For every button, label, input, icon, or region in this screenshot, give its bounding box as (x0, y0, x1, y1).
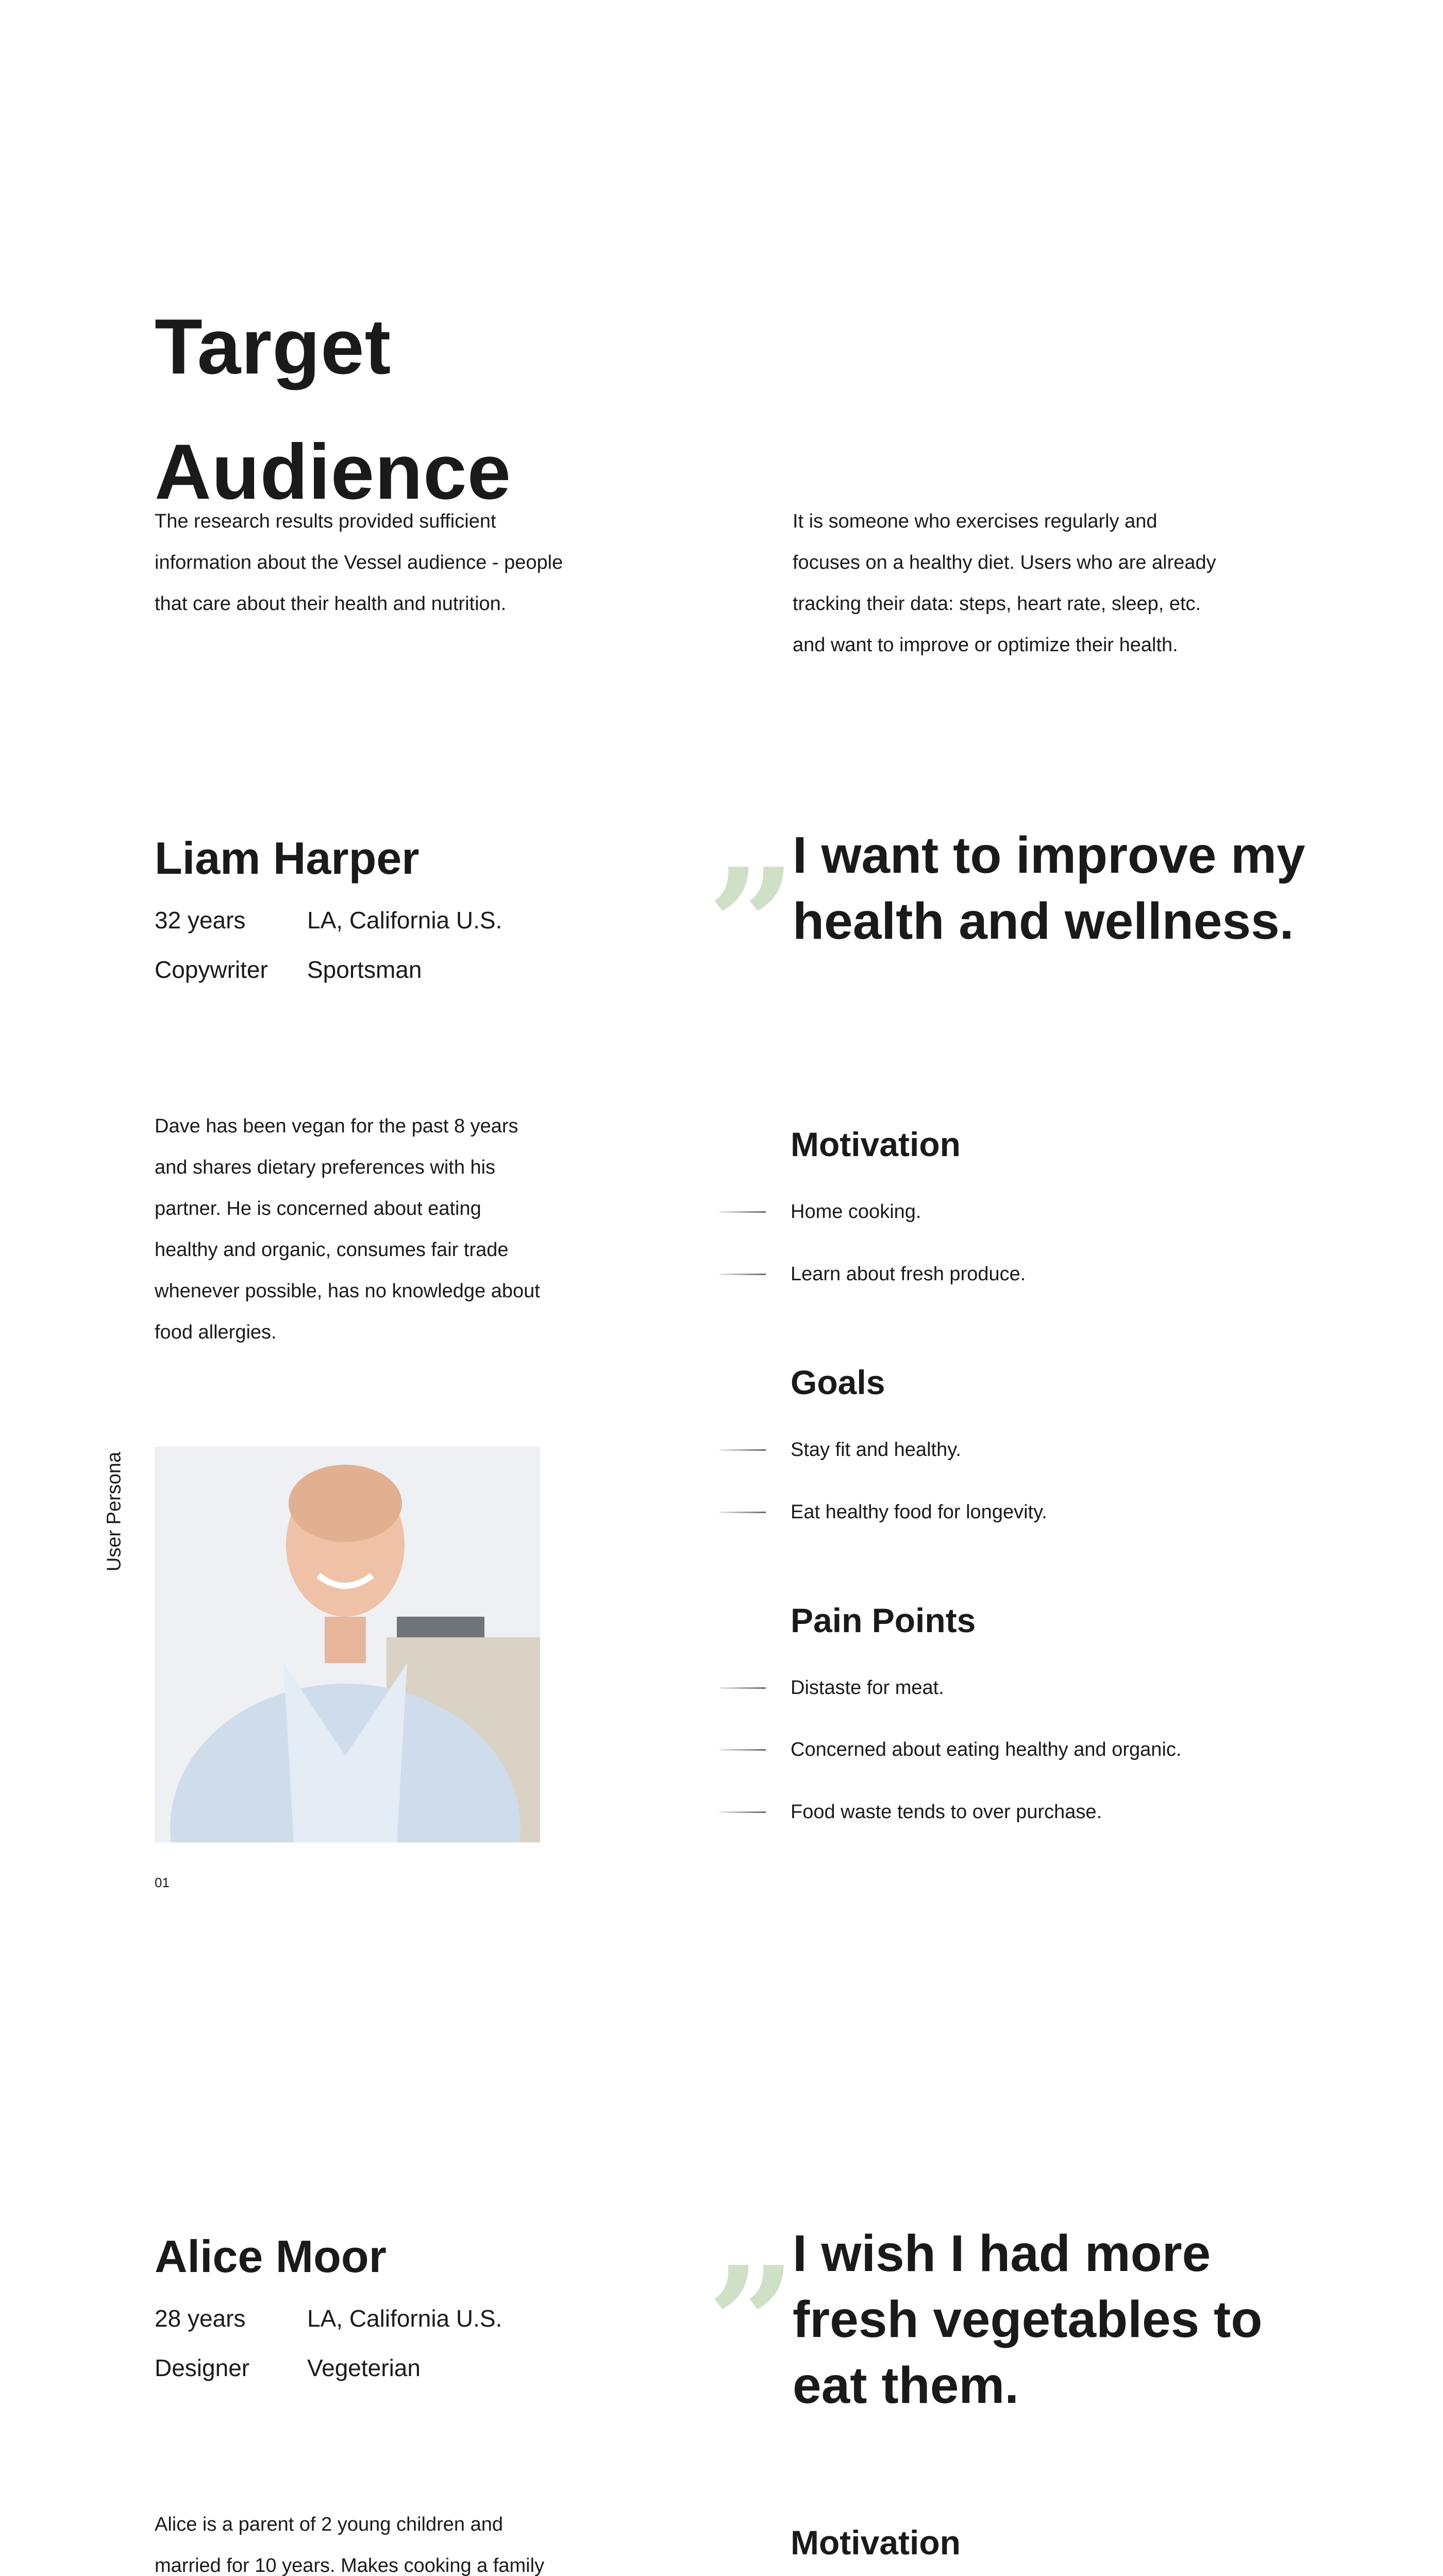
persona-hobby: Sportsman (307, 956, 422, 983)
persona-number: 01 (155, 1875, 170, 1890)
pain-item: Distaste for meat. (719, 1672, 944, 1703)
dash-icon (719, 1211, 766, 1213)
goals-item: Eat healthy food for longevity. (719, 1497, 1047, 1528)
page-title (155, 284, 526, 535)
dash-icon (719, 1811, 766, 1813)
quote-icon: ” (707, 2232, 796, 2414)
section-label (99, 1445, 130, 1579)
persona-job: Designer (155, 2354, 250, 2381)
persona-location: LA, California U.S. (307, 2305, 502, 2332)
persona-quote: I want to improve my health and wellness. (793, 826, 1305, 950)
persona-bio: Alice is a parent of 2 young children and married for 10 years. Makes cooking a family (155, 2514, 545, 2576)
motivation-item: Home cooking. (719, 1196, 921, 1227)
persona-photo-man (155, 1447, 540, 1842)
pain-item: Food waste tends to over purchase. (719, 1797, 1102, 1827)
dash-icon (719, 1749, 766, 1751)
persona-bio: Dave has been vegan for the past 8 years and shares dietary preferences with his partner. He is concerned about eating healthy and organic, consumes fair trade whenever possible, has no knowledge about food allergies. (155, 1115, 540, 1343)
persona-name: Alice Moor (155, 2231, 387, 2282)
intro-left-text: The research results provided sufficient information about the Vessel audience - people that care about their health and nutrition. (155, 511, 563, 615)
dash-icon (719, 1449, 766, 1451)
persona-age: 32 years (155, 907, 246, 934)
quote-icon: ” (707, 834, 796, 1016)
persona-location: LA, California U.S. (307, 907, 502, 934)
motivation-item: Learn about fresh produce. (719, 1259, 1026, 1290)
persona-card-2 (0, 2226, 1443, 2576)
motivation-title: Motivation (791, 1125, 961, 1163)
goals-title: Goals (791, 1363, 885, 1401)
persona-quote: I wish I had more fresh vegetables to eat them. (793, 2225, 1263, 2414)
dash-icon (719, 1274, 766, 1275)
persona-job: Copywriter (155, 956, 268, 983)
goals-item: Stay fit and healthy. (719, 1434, 961, 1465)
section-label-text: User Persona (103, 1451, 125, 1572)
dash-icon (719, 1687, 766, 1689)
pain-points-title: Pain Points (791, 1601, 976, 1639)
persona-hobby: Vegeterian (307, 2354, 421, 2381)
motivation-title: Motivation (791, 2523, 961, 2562)
persona-card-1 (0, 827, 1443, 2218)
intro-right-text: It is someone who exercises regularly and focuses on a healthy diet. Users who are already tracking their data: steps, heart rate, sleep, etc. and want to improve or optimize their health. (793, 511, 1216, 656)
pain-item: Concerned about eating healthy and organic. (719, 1734, 1181, 1765)
dash-icon (719, 1512, 766, 1513)
persona-photo (155, 1447, 540, 1842)
persona-name: Liam Harper (155, 833, 420, 884)
page-title-text: Target Audience (155, 303, 512, 516)
persona-age: 28 years (155, 2305, 246, 2332)
